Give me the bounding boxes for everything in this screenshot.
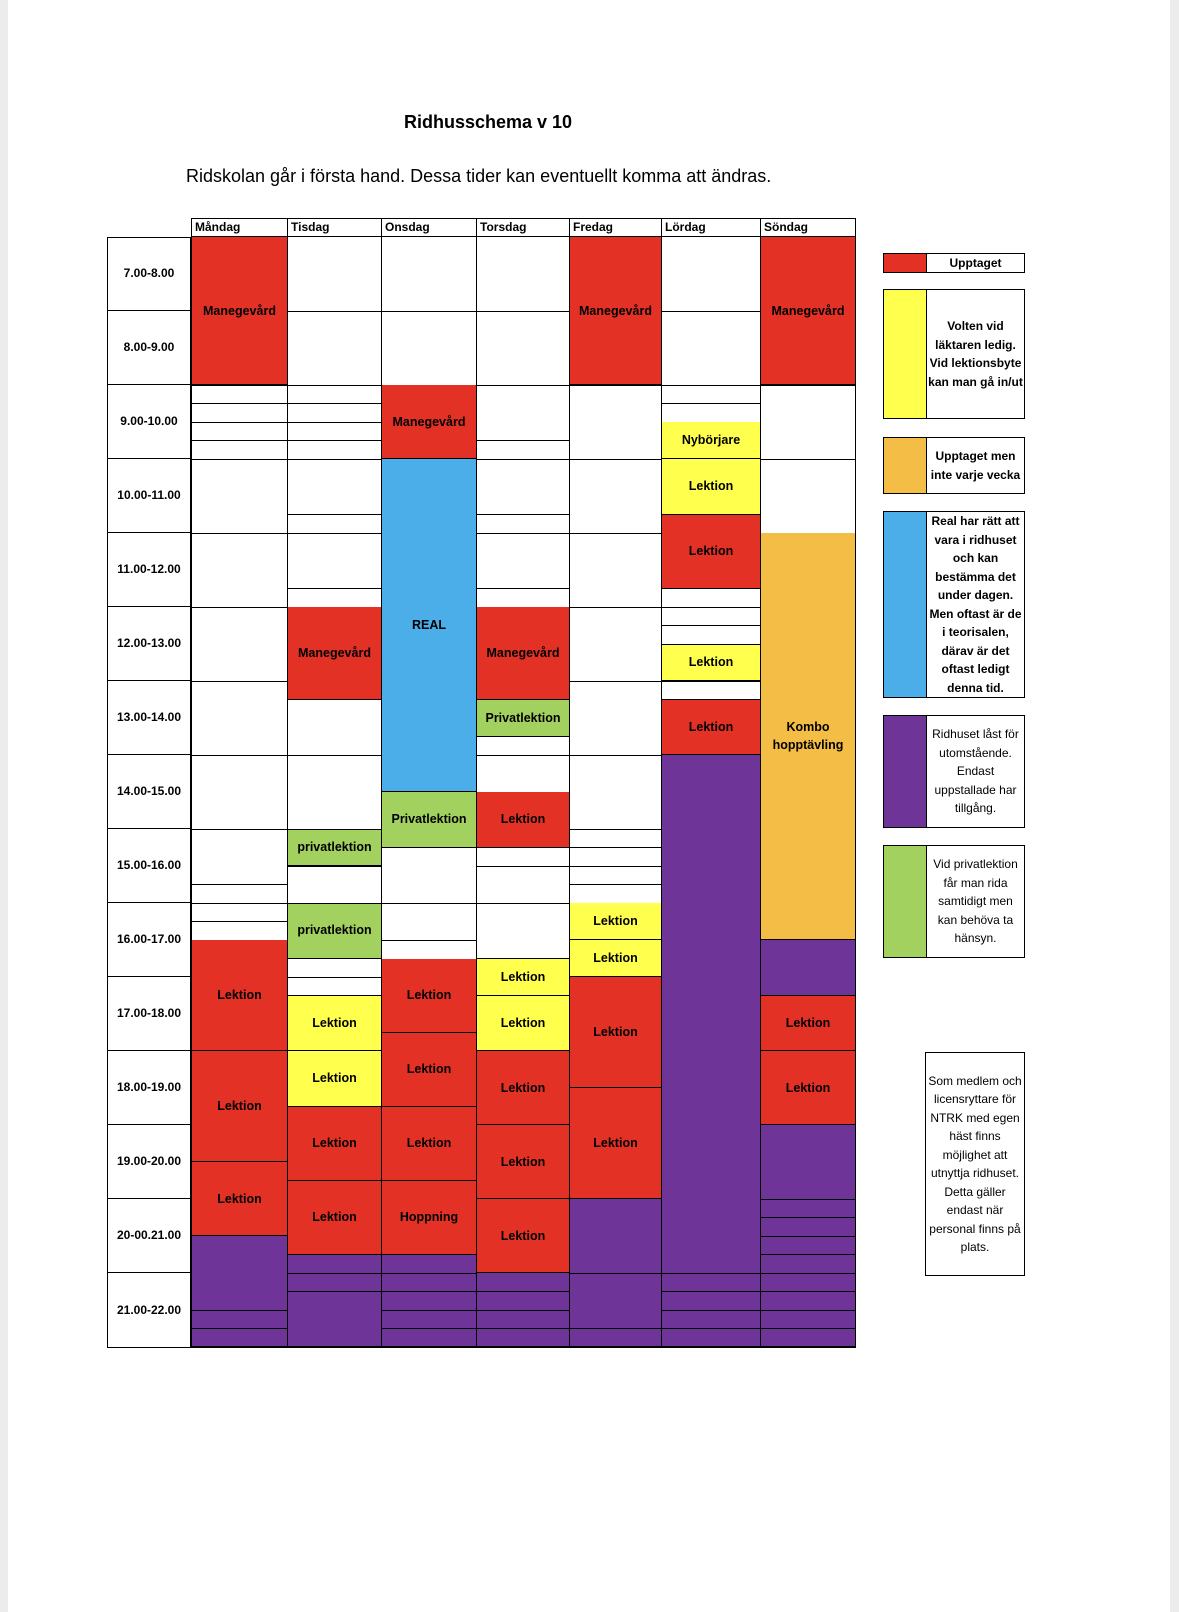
schedule-block-lektion: Lektion <box>477 959 569 996</box>
grid-line <box>477 385 569 386</box>
grid-line <box>382 1328 476 1329</box>
grid-line <box>288 403 381 404</box>
grid-line <box>477 311 569 312</box>
legend-text: Real har rätt att vara i ridhuset och kan bestämma det under dagen. Men oftast är de i teorisalen, därav är det oftast ledigt denna tid. <box>926 512 1024 697</box>
schedule-block-locked <box>382 1255 476 1348</box>
grid-line <box>382 1291 476 1292</box>
grid-line <box>192 1310 287 1311</box>
grid-line <box>477 755 569 756</box>
time-slot: 9.00-10.00 <box>108 385 190 459</box>
time-slot: 11.00-12.00 <box>108 533 190 607</box>
schedule-block-lektion: Lektion <box>477 996 569 1052</box>
schedule-block-lektion: Lektion <box>761 1051 855 1125</box>
day-header-söndag: Söndag <box>760 218 856 237</box>
grid-line <box>192 921 287 922</box>
grid-line <box>761 1217 855 1218</box>
day-header-lördag: Lördag <box>661 218 761 237</box>
time-slot: 20-00.21.00 <box>108 1199 190 1273</box>
schedule-block-lektion: Lektion <box>570 1088 661 1199</box>
legend-swatch <box>884 438 926 493</box>
schedule-block-manegevård: Manegevård <box>477 607 569 700</box>
schedule-block-locked <box>662 755 760 1347</box>
grid-line <box>570 847 661 848</box>
grid-line <box>662 625 760 626</box>
schedule-block-lektion: Lektion <box>570 977 661 1088</box>
grid-line <box>477 588 569 589</box>
grid-line <box>192 829 287 830</box>
grid-line <box>288 422 381 423</box>
grid-line <box>761 1273 855 1274</box>
grid-line <box>761 1236 855 1237</box>
grid-line <box>761 1328 855 1329</box>
grid-line <box>662 1310 760 1311</box>
legend-item-yellow <box>883 289 1025 419</box>
schedule-block-lektion: Lektion <box>662 700 760 756</box>
time-slot: 16.00-17.00 <box>108 903 190 977</box>
schedule-block-lektion: Lektion <box>570 903 661 940</box>
grid-line <box>662 1328 760 1329</box>
grid-line <box>662 607 760 608</box>
grid-line <box>288 958 381 959</box>
schedule-block-locked <box>761 940 855 996</box>
grid-line <box>662 385 760 386</box>
grid-line <box>662 403 760 404</box>
grid-line <box>192 422 287 423</box>
grid-line <box>382 1106 476 1107</box>
grid-line <box>192 681 287 682</box>
legend-text: Vid privatlektion får man rida samtidigt men kan behöva ta hänsyn. <box>926 846 1024 957</box>
time-slot: 8.00-9.00 <box>108 311 190 385</box>
grid-line <box>288 459 381 460</box>
grid-line <box>288 995 381 996</box>
day-header-onsdag: Onsdag <box>381 218 477 237</box>
grid-line <box>288 1273 381 1274</box>
schedule-block-lektion: Lektion <box>477 792 569 848</box>
time-slot: 17.00-18.00 <box>108 977 190 1051</box>
schedule-block-real: REAL <box>382 459 476 792</box>
grid-line <box>288 866 381 867</box>
day-column-torsdag <box>476 237 570 1348</box>
schedule-block-lektion: Lektion <box>662 459 760 515</box>
legend-text: Ridhuset låst för utomstående. Endast uppstallade har tillgång. <box>926 716 1024 827</box>
grid-line <box>477 533 569 534</box>
page-subtitle: Ridskolan går i första hand. Dessa tider kan eventuellt komma att ändras. <box>186 166 772 186</box>
day-column-onsdag <box>381 237 477 1348</box>
grid-line <box>288 311 381 312</box>
grid-line <box>192 459 287 460</box>
schedule-block-manegevård: Manegevård <box>288 607 381 700</box>
grid-line <box>477 1310 569 1311</box>
schedule-block-lektion: Lektion <box>477 1125 569 1199</box>
schedule-block-privatlektion: Privatlektion <box>382 792 476 848</box>
grid-line <box>570 681 661 682</box>
legend-item-red <box>883 253 1025 273</box>
grid-line <box>570 1273 661 1274</box>
day-header-fredag: Fredag <box>569 218 662 237</box>
time-slot: 7.00-8.00 <box>108 237 190 311</box>
legend-item-green <box>883 845 1025 958</box>
grid-line <box>761 1199 855 1200</box>
schedule-block-lektion: Lektion <box>662 644 760 681</box>
schedule-block-lektion: Lektion <box>288 1181 381 1255</box>
grid-line <box>761 459 855 460</box>
grid-line <box>477 866 569 867</box>
grid-line <box>570 1328 661 1329</box>
grid-line <box>288 588 381 589</box>
grid-line <box>477 440 569 441</box>
schedule-block-lektion: Lektion <box>288 1107 381 1181</box>
grid-line <box>382 940 476 941</box>
grid-line <box>288 977 381 978</box>
schedule-block-manegevård: Manegevård <box>761 237 855 385</box>
grid-line <box>477 514 569 515</box>
schedule-block-manegevård: Manegevård <box>192 237 287 385</box>
grid-line <box>192 903 287 904</box>
grid-line <box>662 311 760 312</box>
legend-swatch <box>884 254 926 272</box>
grid-line <box>192 403 287 404</box>
grid-line <box>288 903 381 904</box>
grid-line <box>662 699 760 700</box>
schedule-block-lektion: Lektion <box>288 996 381 1052</box>
time-slot: 21.00-22.00 <box>116 1302 182 1317</box>
grid-line <box>477 958 569 959</box>
day-column-lördag <box>661 237 761 1348</box>
grid-line <box>477 903 569 904</box>
day-header-torsdag: Torsdag <box>476 218 570 237</box>
legend-swatch <box>884 716 926 827</box>
legend-swatch <box>884 290 926 418</box>
legend-item-purple <box>883 715 1025 828</box>
schedule-block-lektion: Lektion <box>662 515 760 589</box>
time-slot: 18.00-19.00 <box>108 1051 190 1125</box>
grid-line <box>662 1273 760 1274</box>
schedule-block-lektion: Lektion <box>192 940 287 1051</box>
page-title: Ridhusschema v 10 <box>403 112 573 132</box>
time-slot: 15.00-16.00 <box>108 829 190 903</box>
grid-line <box>477 1291 569 1292</box>
schedule-block-kombo-hopptävling: Kombo hopptävling <box>761 533 855 940</box>
schedule-block-lektion: Lektion <box>382 1107 476 1181</box>
legend-item-orange <box>883 437 1025 494</box>
schedule-block-lektion: Lektion <box>382 1033 476 1107</box>
grid-line <box>477 459 569 460</box>
time-slot: 19.00-20.00 <box>108 1125 190 1199</box>
grid-line <box>192 884 287 885</box>
grid-line <box>288 385 381 386</box>
legend-item-blue <box>883 511 1025 698</box>
legend-text: Upptaget men inte varje vecka <box>926 438 1024 493</box>
grid-line <box>192 755 287 756</box>
grid-line <box>477 1328 569 1329</box>
schedule-block-locked <box>192 1236 287 1347</box>
grid-line <box>382 1032 476 1033</box>
grid-line <box>570 459 661 460</box>
membership-note: Som medlem och licensryttare för NTRK med egen häst finns möjlighet att utnyttja ridhuset. Detta gäller endast när personal finns på plats. <box>925 1052 1025 1276</box>
grid-line <box>662 644 760 645</box>
grid-line <box>192 533 287 534</box>
grid-line <box>570 829 661 830</box>
grid-line <box>761 1254 855 1255</box>
time-slot: 10.00-11.00 <box>108 459 190 533</box>
grid-line <box>662 1291 760 1292</box>
schedule-block-lektion: Lektion <box>761 996 855 1052</box>
grid-line <box>570 755 661 756</box>
day-column-tisdag <box>287 237 382 1348</box>
grid-line <box>382 311 476 312</box>
day-header-tisdag: Tisdag <box>287 218 382 237</box>
schedule-block-hoppning: Hoppning <box>382 1181 476 1255</box>
schedule-block-privatlektion: privatlektion <box>288 903 381 959</box>
legend-text: Volten vid läktaren ledig. Vid lektionsbyte kan man gå in/ut <box>926 290 1024 418</box>
schedule-block-lektion: Lektion <box>192 1162 287 1236</box>
legend-swatch <box>884 846 926 957</box>
grid-line <box>288 755 381 756</box>
time-slot: 14.00-15.00 <box>108 755 190 829</box>
grid-line <box>570 884 661 885</box>
schedule-block-lektion: Lektion <box>288 1051 381 1107</box>
grid-line <box>662 681 760 682</box>
schedule-block-lektion: Lektion <box>477 1051 569 1125</box>
schedule-block-nybörjare: Nybörjare <box>662 422 760 459</box>
grid-line <box>761 1291 855 1292</box>
schedule-block-lektion: Lektion <box>382 959 476 1033</box>
grid-line <box>288 533 381 534</box>
schedule-block-manegevård: Manegevård <box>570 237 661 385</box>
legend-swatch <box>884 512 926 697</box>
schedule-block-manegevård: Manegevård <box>382 385 476 459</box>
document-page <box>8 0 1170 1612</box>
day-column-söndag <box>760 237 856 1348</box>
schedule-block-locked <box>288 1255 381 1348</box>
grid-line <box>570 866 661 867</box>
grid-line <box>570 533 661 534</box>
grid-line <box>570 607 661 608</box>
grid-line <box>192 440 287 441</box>
schedule-block-privatlektion: privatlektion <box>288 829 381 866</box>
grid-line <box>192 1328 287 1329</box>
grid-line <box>382 903 476 904</box>
day-header-måndag: Måndag <box>191 218 288 237</box>
time-slot: 13.00-14.00 <box>108 681 190 755</box>
schedule-block-lektion: Lektion <box>192 1051 287 1162</box>
grid-line <box>288 514 381 515</box>
grid-line <box>288 829 381 830</box>
grid-line <box>288 1291 381 1292</box>
schedule-block-privatlektion: Privatlektion <box>477 700 569 737</box>
grid-line <box>288 440 381 441</box>
grid-line <box>382 1310 476 1311</box>
grid-line <box>382 1273 476 1274</box>
schedule-block-lektion: Lektion <box>570 940 661 977</box>
day-column-fredag <box>569 237 662 1348</box>
time-column <box>107 237 191 1348</box>
grid-line <box>192 607 287 608</box>
schedule-block-lektion: Lektion <box>477 1199 569 1273</box>
time-slot: 12.00-13.00 <box>108 607 190 681</box>
day-column-måndag <box>191 237 288 1348</box>
legend-text: Upptaget <box>926 254 1024 272</box>
grid-line <box>761 1310 855 1311</box>
